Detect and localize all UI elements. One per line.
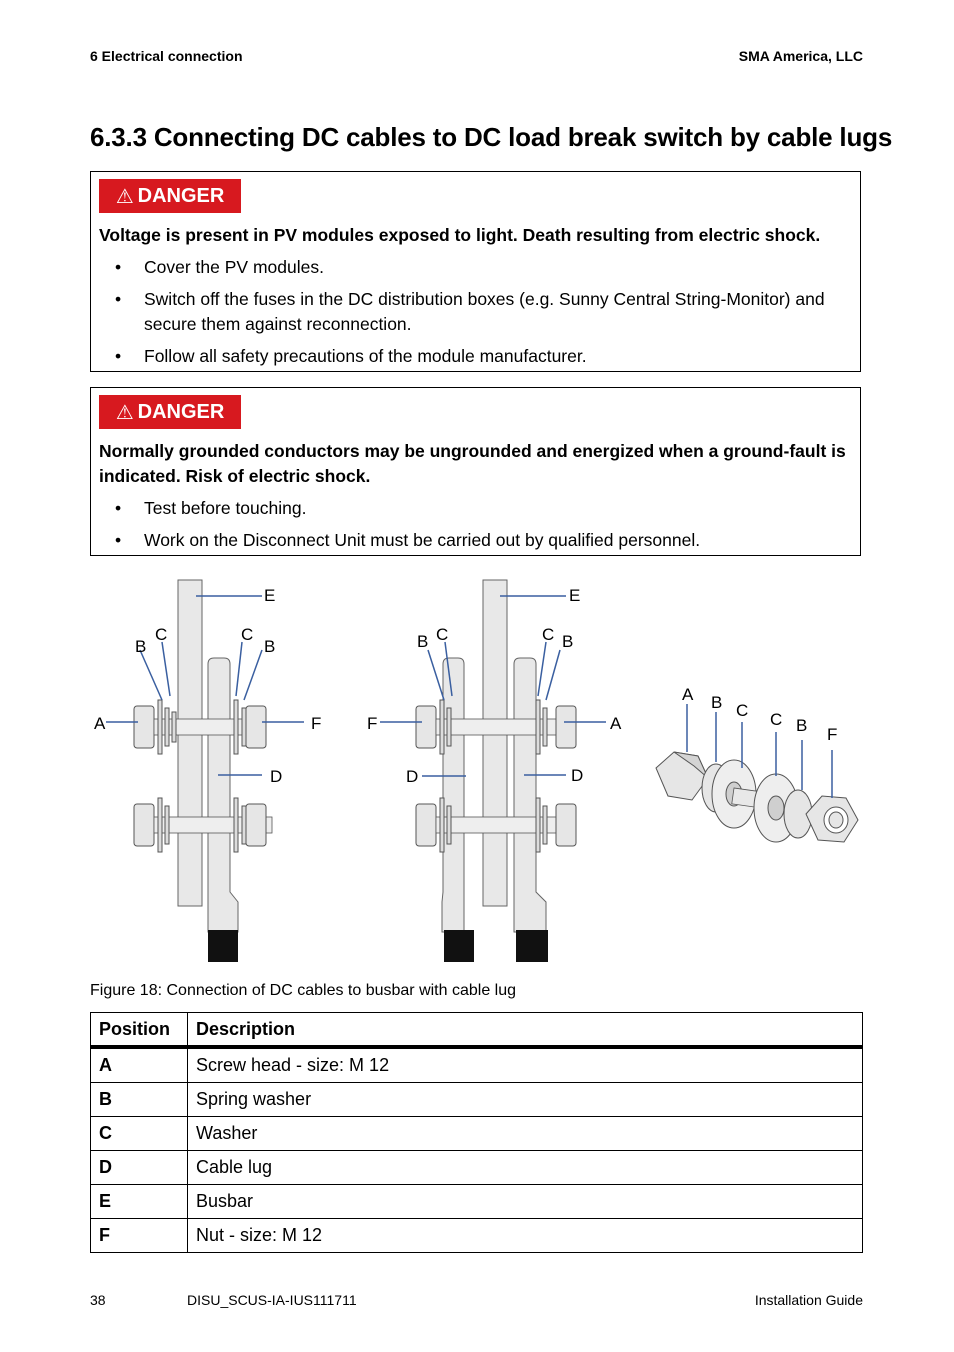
list-item-text: Switch off the fuses in the DC distribution boxes (e.g. Sunny Central String-Monitor) and secure them against reconnection. [144,289,825,334]
list-item-text: Work on the Disconnect Unit must be carried out by qualified personnel. [144,530,701,550]
position-cell: C [91,1117,188,1151]
exploded-bolt-view [656,685,858,842]
label-f: F [311,714,322,733]
position-cell: F [91,1219,188,1253]
description-cell: Washer [188,1117,863,1151]
table-row [91,1219,863,1253]
document-id: DISU_SCUS-IA-IUS111711 [187,1292,357,1308]
label-d: D [270,767,283,786]
danger-badge [99,179,241,213]
column-header-position: Position [91,1013,188,1048]
label-c: C [770,710,783,729]
position-table [90,1012,863,1253]
label-c: C [241,625,254,644]
table-row [91,1047,863,1083]
danger-box-1 [90,171,861,372]
warning-triangle-icon: ⚠ [115,401,134,424]
label-b: B [135,637,147,656]
bullet-icon: • [115,530,122,550]
bullet-icon: • [115,257,122,277]
busbar-connection-figure [90,572,862,968]
page-number: 38 [90,1292,106,1308]
figure-caption: Figure 18: Connection of DC cables to busbar with cable lug [90,982,517,999]
label-c: C [542,625,555,644]
danger-message: Voltage is present in PV modules exposed to light. Death resulting from electric shock. [99,225,821,245]
danger-bullet-list [91,255,852,376]
label-f: F [367,714,378,733]
label-b: B [796,716,808,735]
list-item [91,344,852,369]
section-title: 6.3.3 Connecting DC cables to DC load break switch by cable lugs [90,122,893,152]
table-row [91,1151,863,1185]
list-item [91,255,852,280]
danger-box-2 [90,387,861,556]
description-cell: Cable lug [188,1151,863,1185]
label-b: B [417,632,429,651]
danger-badge-label: DANGER [137,184,225,207]
table-row [91,1117,863,1151]
list-item [91,287,852,337]
list-item-text: Cover the PV modules. [144,257,324,277]
table-row [91,1083,863,1117]
label-c: C [436,625,449,644]
bullet-icon: • [115,346,122,366]
bullet-icon: • [115,498,122,518]
list-item [91,496,852,521]
position-cell: A [91,1047,188,1083]
label-a: A [610,714,622,733]
label-f: F [827,725,838,744]
label-a: A [94,714,106,733]
label-b: B [264,637,276,656]
position-cell: B [91,1083,188,1117]
table-header-row [91,1013,863,1048]
bullet-icon: • [115,289,122,309]
danger-message: Normally grounded conductors may be ungrounded and energized when a ground-fault is indicated. Risk of electric shock. [99,441,846,486]
position-cell: E [91,1185,188,1219]
warning-triangle-icon: ⚠ [115,185,134,208]
assembly-middle [367,580,622,962]
label-e: E [569,586,581,605]
running-header-company: SMA America, LLC [738,48,863,64]
description-cell: Spring washer [188,1083,863,1117]
list-item [91,528,852,553]
label-e: E [264,586,276,605]
description-cell: Nut - size: M 12 [188,1219,863,1253]
label-d: D [571,766,584,785]
label-c: C [736,701,749,720]
label-b: B [562,632,574,651]
description-cell: Busbar [188,1185,863,1219]
danger-badge-label: DANGER [137,400,225,423]
label-b: B [711,693,723,712]
label-d: D [406,767,419,786]
position-cell: D [91,1151,188,1185]
label-c: C [155,625,168,644]
list-item-text: Follow all safety precautions of the module manufacturer. [144,346,587,366]
running-header-section: 6 Electrical connection [90,48,243,64]
label-a: A [682,685,694,704]
list-item-text: Test before touching. [144,498,307,518]
table-row [91,1185,863,1219]
assembly-left [94,580,321,962]
guide-name: Installation Guide [754,1292,863,1308]
column-header-description: Description [188,1013,863,1048]
description-cell: Screw head - size: M 12 [188,1047,863,1083]
danger-bullet-list [91,496,852,560]
danger-badge [99,395,241,429]
